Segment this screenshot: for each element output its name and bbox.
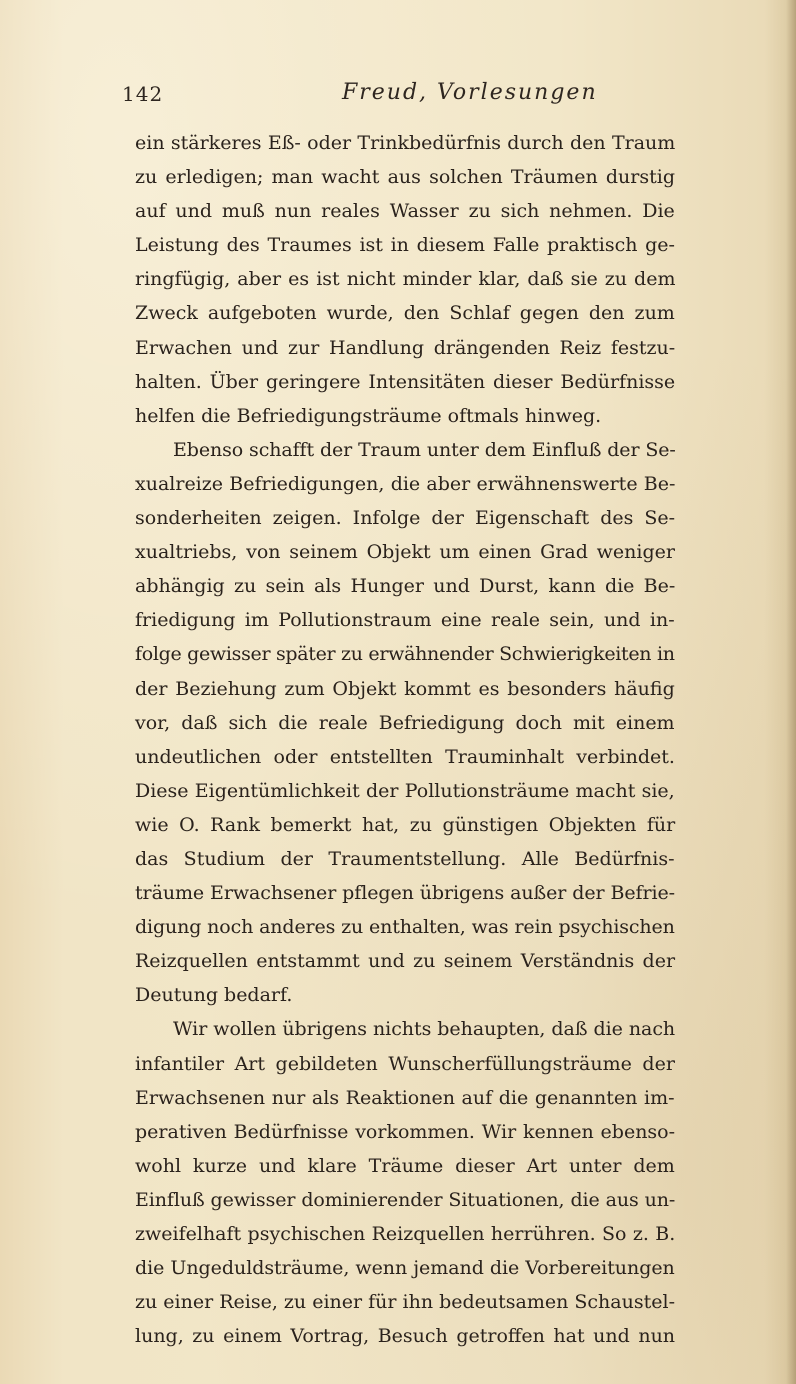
text-line: wohl kurze und klare Träume dieser Art unter dem (135, 1154, 675, 1177)
body-text (135, 126, 675, 1353)
text-line: Erwachsenen nur als Reaktionen auf die genannten im- (135, 1086, 675, 1109)
page-number: 142 (122, 82, 164, 106)
text-line: undeutlichen oder entstellten Trauminhalt verbindet. (135, 745, 675, 768)
text-line: zu erledigen; man wacht aus solchen Träumen durstig (135, 166, 675, 189)
text-line: Einfluß gewisser dominierender Situationen, die aus un- (135, 1188, 676, 1211)
text-line: Zweck aufgeboten wurde, den Schlaf gegen den zum (135, 302, 675, 325)
text-line: friedigung im Pollutionstraum eine reale sein, und in- (135, 609, 675, 632)
text-line: folge gewisser später zu erwähnender Schwierigkeiten in (135, 643, 675, 666)
text-line: Diese Eigentümlichkeit der Pollutionsträume macht sie, (135, 779, 675, 802)
text-line: das Studium der Traumentstellung. Alle Bedürfnis- (135, 847, 675, 870)
text-line: Ebenso schafft der Traum unter dem Einfluß der Se- (173, 438, 676, 461)
text-line: Reizquellen entstammt und zu seinem Verständnis der (135, 950, 676, 973)
text-line: wie O. Rank bemerkt hat, zu günstigen Objekten für (135, 813, 676, 836)
text-line: helfen die Befriedigungsträume oftmals hinweg. (135, 404, 602, 427)
text-line: xualtriebs, von seinem Objekt um einen Grad weniger (135, 541, 675, 564)
text-line: Deutung bedarf. (135, 984, 293, 1007)
text-line: abhängig zu sein als Hunger und Durst, kann die Be- (135, 575, 676, 598)
text-line: ringfügig, aber es ist nicht minder klar, daß sie zu dem (135, 268, 676, 291)
text-line: perativen Bedürfnisse vorkommen. Wir kennen ebenso- (135, 1120, 676, 1143)
text-line: halten. Über geringere Intensitäten dieser Bedürfnisse (135, 370, 676, 393)
page-edge-shadow (786, 0, 796, 1384)
text-line: Leistung des Traumes ist in diesem Falle praktisch ge- (135, 234, 675, 257)
text-line: infantiler Art gebildeten Wunscherfüllungsträume der (135, 1052, 675, 1075)
text-line: xualreize Befriedigungen, die aber erwähnenswerte Be- (135, 472, 676, 495)
text-line: lung, zu einem Vortrag, Besuch getroffen hat und nun (135, 1325, 676, 1348)
text-line: der Beziehung zum Objekt kommt es besonders häufig (135, 677, 675, 700)
text-line: zu einer Reise, zu einer für ihn bedeutsamen Schaustel- (135, 1291, 675, 1314)
text-line: zweifelhaft psychischen Reizquellen herrühren. So z. B. (135, 1223, 676, 1245)
page-header (120, 82, 680, 116)
text-line: ein stärkeres Eß- oder Trinkbedürfnis durch den Traum (135, 132, 676, 154)
text-line: auf und muß nun reales Wasser zu sich nehmen. Die (135, 200, 675, 223)
text-line: vor, daß sich die reale Befriedigung doch mit einem (135, 711, 675, 734)
text-line: Wir wollen übrigens nichts behaupten, daß die nach (173, 1018, 676, 1041)
running-head: Freud, Vorlesungen (342, 80, 598, 105)
text-line: digung noch anderes zu enthalten, was rein psychischen (135, 916, 675, 939)
text-line: sonderheiten zeigen. Infolge der Eigenschaft des Se- (135, 507, 676, 530)
text-line: Erwachen und zur Handlung drängenden Reiz festzu- (135, 336, 676, 359)
text-line: die Ungeduldsträume, wenn jemand die Vorbereitungen (135, 1257, 675, 1280)
text-line: träume Erwachsener pflegen übrigens außer der Befrie- (135, 882, 676, 905)
